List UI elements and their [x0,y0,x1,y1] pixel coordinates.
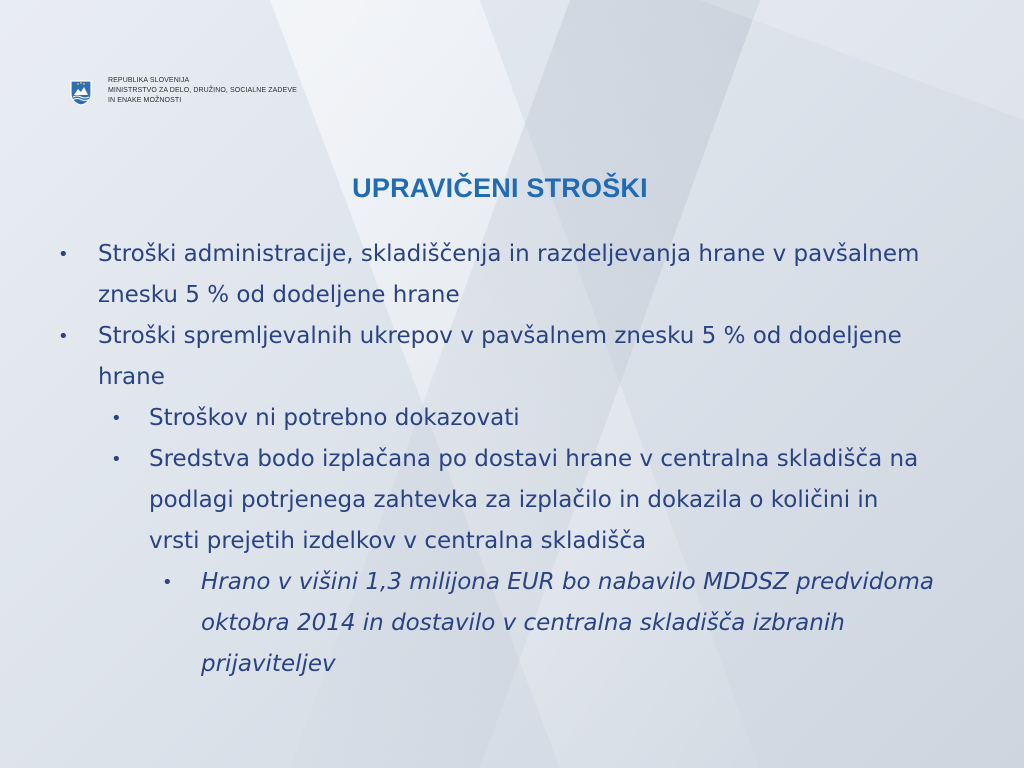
coat-of-arms-icon [70,80,92,106]
bullet-text: Sredstva bodo izplačana po dostavi hrane v centralna skladišča na podlagi potrjenega zahtevka za izplačilo in dokazila o količini in vrsti prejetih izdelkov v centralna skladišča [149,446,919,554]
slide-title: UPRAVIČENI STROŠKI [352,173,648,203]
bullet-icon: • [111,449,122,470]
sub-sub-bullet-food-purchase [56,562,936,685]
sub-bullet-no-proof [56,398,936,439]
bullet-text: Stroški administracije, skladiščenja in razdeljevanja hrane v pavšalnem znesku 5 % od dodeljene hrane [98,241,920,308]
bullet-icon: • [58,326,69,347]
bullet-text: Stroškov ni potrebno dokazovati [149,405,520,431]
ministry-header [70,76,297,106]
bullet-item-admin-costs [56,234,936,316]
bullet-list [56,234,936,685]
sub-bullet-payment [56,439,936,562]
bullet-text: Stroški spremljevalnih ukrepov v pavšalnem znesku 5 % od dodeljene hrane [98,323,902,390]
bullet-icon: • [162,572,173,593]
bullet-icon: • [111,408,122,429]
bullet-item-support-costs [56,316,936,398]
republic-label: REPUBLIKA SLOVENIJA [108,77,190,84]
ministry-name [108,76,297,106]
bullet-text: Hrano v višini 1,3 milijona EUR bo nabavilo MDDSZ predvidoma oktobra 2014 in dostavilo v centralna skladišča izbranih prijaviteljev [201,569,934,677]
ministry-label-line2: IN ENAKE MOŽNOSTI [108,97,182,104]
ministry-label-line1: MINISTRSTVO ZA DELO, DRUŽINO, SOCIALNE ZADEVE [108,87,297,94]
bullet-icon: • [58,244,69,265]
